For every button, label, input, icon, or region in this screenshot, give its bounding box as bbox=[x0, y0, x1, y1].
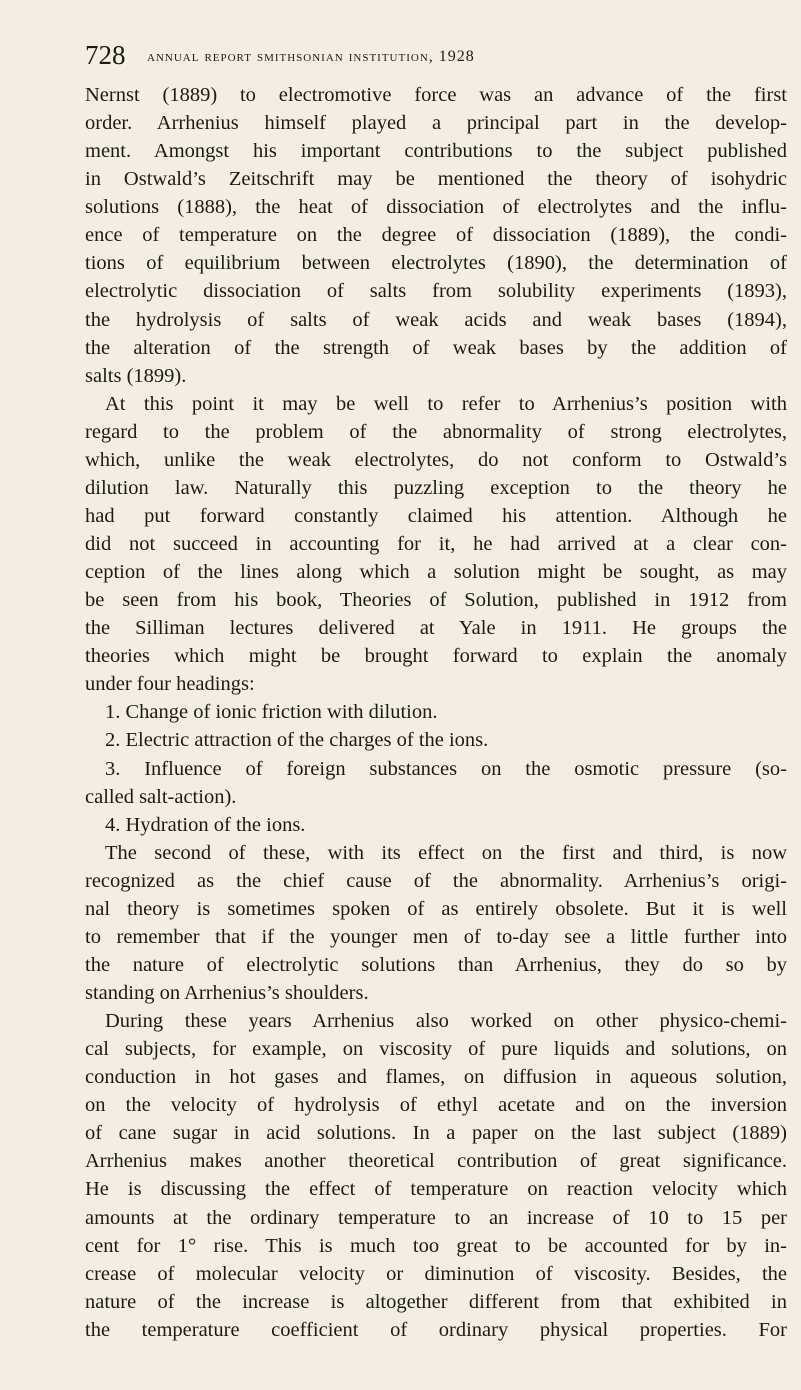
text-line: 3. Influence of foreign substances on the osmotic pressure (so- bbox=[105, 757, 787, 780]
text-line: of cane sugar in acid solutions. In a paper on the last subject (1889) bbox=[85, 1122, 787, 1145]
body-text bbox=[85, 81, 787, 1344]
text-line: called salt-action). bbox=[85, 785, 237, 808]
text-line: to remember that if the younger men of to-day see a little further into bbox=[85, 925, 787, 948]
text-line: 4. Hydration of the ions. bbox=[105, 813, 306, 836]
text-line: the temperature coefficient of ordinary physical properties. For bbox=[85, 1318, 787, 1341]
text-line: nal theory is sometimes spoken of as entirely obsolete. But it is well bbox=[85, 897, 787, 920]
running-title: annual report smithsonian institution, 1928 bbox=[147, 48, 475, 65]
text-line: had put forward constantly claimed his attention. Although he bbox=[85, 504, 787, 527]
running-header bbox=[85, 40, 785, 70]
text-line: dilution law. Naturally this puzzling exception to the theory he bbox=[85, 476, 787, 499]
text-line: 2. Electric attraction of the charges of the ions. bbox=[105, 729, 489, 752]
text-line: 1. Change of ionic friction with dilution. bbox=[105, 701, 438, 724]
text-line: the nature of electrolytic solutions than Arrhenius, they do so by bbox=[85, 953, 787, 976]
text-line: Nernst (1889) to electromotive force was an advance of the first bbox=[85, 84, 787, 106]
text-line: regard to the problem of the abnormality of strong electrolytes, bbox=[85, 420, 787, 443]
text-line: recognized as the chief cause of the abnormality. Arrhenius’s origi- bbox=[85, 869, 787, 892]
text-line: under four headings: bbox=[85, 673, 255, 696]
text-line: the Silliman lectures delivered at Yale in 1911. He groups the bbox=[85, 617, 787, 640]
text-line: did not succeed in accounting for it, he had arrived at a clear con- bbox=[85, 533, 787, 555]
text-line: which, unlike the weak electrolytes, do not conform to Ostwald’s bbox=[85, 448, 787, 471]
text-line: crease of molecular velocity or diminution of viscosity. Besides, the bbox=[85, 1262, 787, 1285]
text-line: ception of the lines along which a solution might be sought, as may bbox=[85, 561, 787, 584]
text-line: the alteration of the strength of weak bases by the addition of bbox=[85, 336, 787, 359]
text-line: Arrhenius makes another theoretical contribution of great significance. bbox=[85, 1150, 787, 1173]
text-line: cent for 1° rise. This is much too great to be accounted for by in- bbox=[85, 1234, 787, 1257]
text-line: theories which might be brought forward to explain the anomaly bbox=[85, 645, 787, 668]
text-line: the hydrolysis of salts of weak acids and weak bases (1894), bbox=[85, 308, 787, 331]
text-line: standing on Arrhenius’s shoulders. bbox=[85, 982, 369, 1004]
text-line: The second of these, with its effect on the first and third, is now bbox=[105, 841, 787, 864]
text-line: tions of equilibrium between electrolytes (1890), the determination of bbox=[85, 252, 787, 275]
page-number: 728 bbox=[85, 40, 126, 70]
text-line: salts (1899). bbox=[85, 364, 187, 387]
text-line: amounts at the ordinary temperature to an increase of 10 to 15 per bbox=[85, 1206, 787, 1229]
text-line: ence of temperature on the degree of dissociation (1889), the condi- bbox=[85, 224, 787, 247]
text-line: ment. Amongst his important contributions to the subject published bbox=[85, 140, 787, 163]
text-line: on the velocity of hydrolysis of ethyl acetate and on the inversion bbox=[85, 1094, 787, 1117]
text-line: electrolytic dissociation of salts from solubility experiments (1893), bbox=[85, 280, 787, 303]
text-line: At this point it may be well to refer to Arrhenius’s position with bbox=[105, 392, 787, 415]
text-line: He is discussing the effect of temperature on reaction velocity which bbox=[85, 1178, 787, 1201]
text-line: in Ostwald’s Zeitschrift may be mentioned the theory of isohydric bbox=[85, 168, 787, 191]
text-line: cal subjects, for example, on viscosity of pure liquids and solutions, on bbox=[85, 1038, 787, 1061]
text-line: nature of the increase is altogether different from that exhibited in bbox=[85, 1290, 787, 1313]
text-line: be seen from his book, Theories of Solution, published in 1912 from bbox=[85, 589, 787, 612]
text-line: solutions (1888), the heat of dissociation of electrolytes and the influ- bbox=[85, 196, 787, 219]
text-line: conduction in hot gases and flames, on diffusion in aqueous solution, bbox=[85, 1066, 787, 1089]
text-line: During these years Arrhenius also worked on other physico-chemi- bbox=[105, 1010, 787, 1033]
text-line: order. Arrhenius himself played a principal part in the develop- bbox=[85, 112, 787, 135]
